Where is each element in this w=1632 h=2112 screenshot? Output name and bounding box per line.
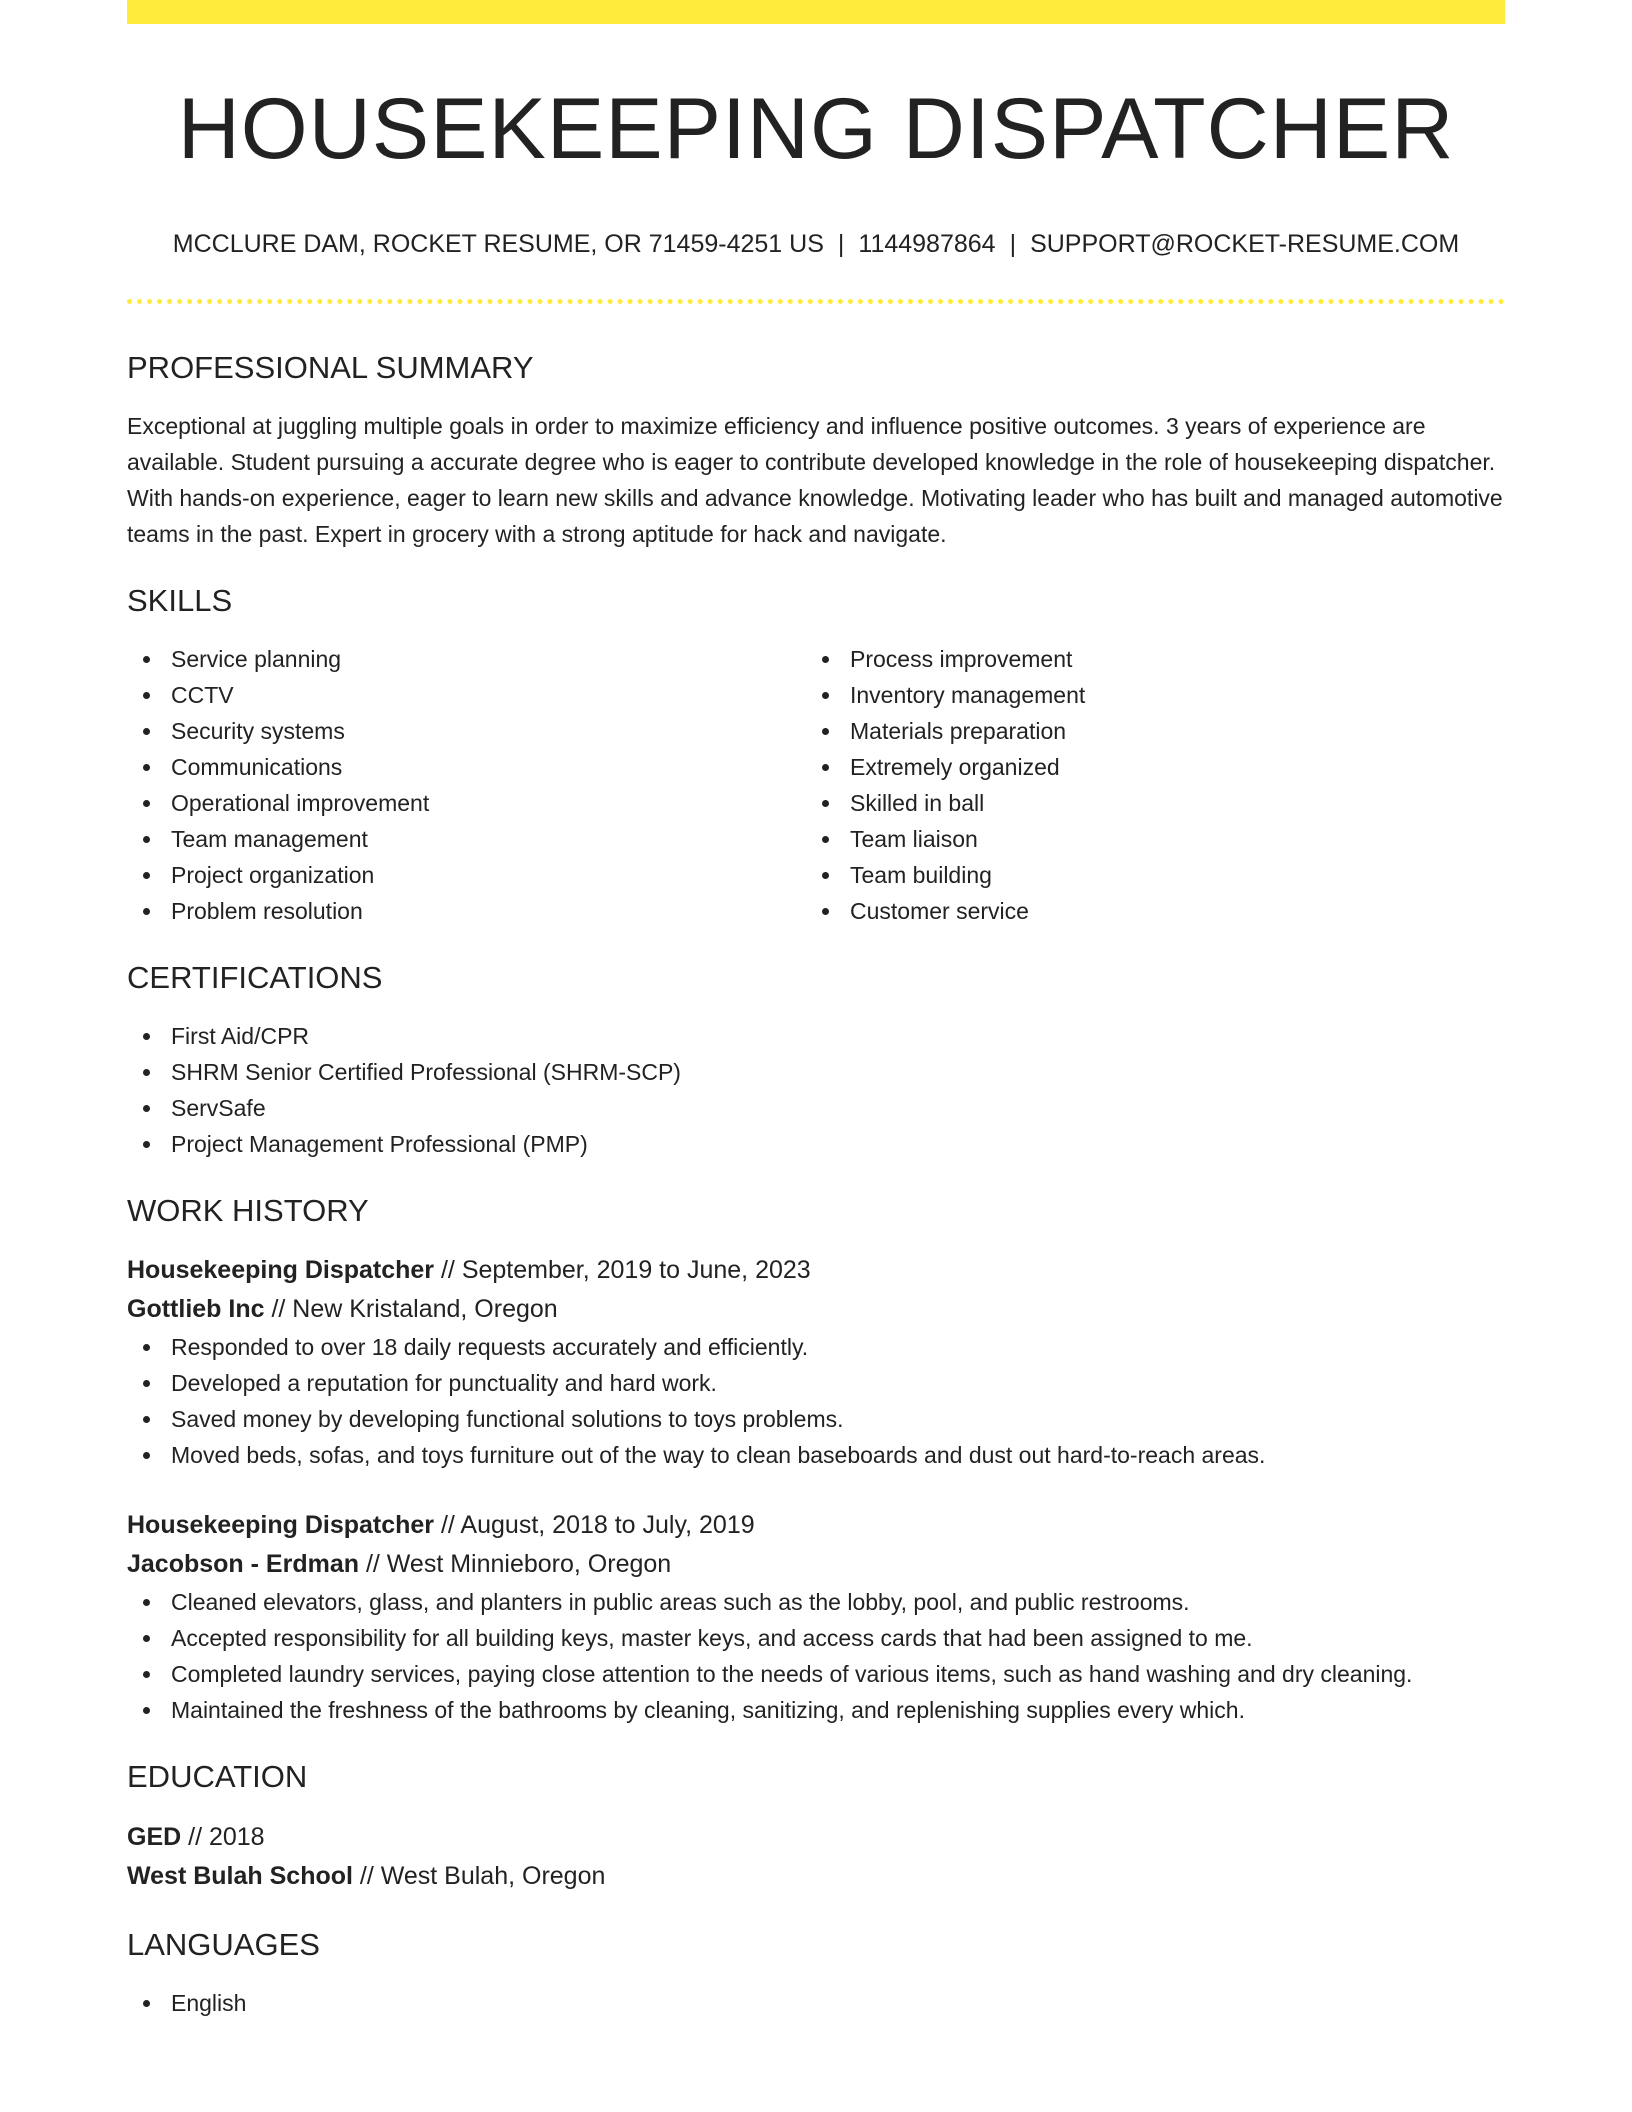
job-company-line [127,1290,1505,1329]
skill-item: Problem resolution [127,893,806,929]
job-duty-item: Accepted responsibility for all building keys, master keys, and access cards that had been assigned to me. [127,1620,1505,1656]
skill-item: Operational improvement [127,785,806,821]
contact-phone: 1144987864 [858,229,996,258]
job-location: // West Minnieboro, Oregon [359,1550,672,1579]
skill-item: Team building [806,857,1485,893]
contact-separator: | [1009,229,1017,258]
certification-item: ServSafe [127,1090,1505,1126]
languages-list [127,1985,1505,2021]
job-duties-list [127,1584,1505,1728]
contact-address: MCCLURE DAM, ROCKET RESUME, OR 71459-4251 US [172,229,824,258]
skill-item: Skilled in ball [806,785,1485,821]
job-role: Housekeeping Dispatcher [127,1256,435,1285]
skill-item: Service planning [127,641,806,677]
certification-item: First Aid/CPR [127,1018,1505,1054]
contact-email: SUPPORT@ROCKET-RESUME.COM [1030,229,1460,258]
certification-item: SHRM Senior Certified Professional (SHRM-SCP) [127,1054,1505,1090]
resume-page [127,0,1505,2021]
languages-section [127,1926,1505,2021]
job-duty-item: Maintained the freshness of the bathrooms by cleaning, sanitizing, and replenishing supplies every which. [127,1692,1505,1728]
skill-item: Project organization [127,857,806,893]
skill-item: Process improvement [806,641,1485,677]
job-title-line [127,1251,1505,1290]
job-company: Gottlieb Inc [127,1295,265,1324]
candidate-name: HOUSEKEEPING DISPATCHER [177,81,1455,177]
summary-heading: PROFESSIONAL SUMMARY [127,349,534,385]
education-degree: GED [127,1822,182,1851]
skill-item: Extremely organized [806,749,1485,785]
job-dates: // September, 2019 to June, 2023 [434,1256,811,1285]
contact-line [127,229,1505,259]
job-role: Housekeeping Dispatcher [127,1511,435,1540]
job-dates: // August, 2018 to July, 2019 [434,1511,755,1540]
education-location: // West Bulah, Oregon [352,1861,606,1890]
summary-text: Exceptional at juggling multiple goals in order to maximize efficiency and influence positive outcomes. 3 years of experience are available. Student pursuing a accurate degree who is eager to contribute developed knowledge in the role of housekeeping dispatcher. With hands-on experience, eager to learn new skills and advance knowledge. Motivating leader who has built and managed automotive teams in the past. Expert in grocery with a strong aptitude for hack and navigate. [127,412,1503,547]
work-history-heading: WORK HISTORY [127,1193,369,1229]
skills-list-right [806,641,1485,929]
education-school: West Bulah School [127,1861,353,1890]
skill-item: Team liaison [806,821,1485,857]
certifications-section [127,959,1505,1162]
education-heading: EDUCATION [127,1759,308,1795]
job-company-line [127,1545,1505,1584]
job-location: // New Kristaland, Oregon [264,1295,558,1324]
contact-separator: | [837,229,845,258]
dotted-divider [127,299,1505,304]
skill-item: Inventory management [806,677,1485,713]
work-history-section [127,1192,1505,1728]
skill-item: Team management [127,821,806,857]
job-duty-item: Saved money by developing functional solutions to toys problems. [127,1401,1505,1437]
skill-item: Security systems [127,713,806,749]
job-duty-item: Responded to over 18 daily requests accurately and efficiently. [127,1329,1505,1365]
skill-item: CCTV [127,677,806,713]
job-entry [127,1506,1505,1728]
education-school-line [127,1857,1505,1896]
certification-item: Project Management Professional (PMP) [127,1126,1505,1162]
education-year: // 2018 [181,1822,265,1851]
job-duty-item: Cleaned elevators, glass, and planters in public areas such as the lobby, pool, and public restrooms. [127,1584,1505,1620]
accent-top-bar [127,0,1505,24]
certifications-heading: CERTIFICATIONS [127,959,383,995]
certifications-list [127,1018,1505,1162]
skills-heading: SKILLS [127,582,233,618]
skill-item: Materials preparation [806,713,1485,749]
skills-section [127,582,1505,929]
skills-list-left [127,641,806,929]
job-duties-list [127,1329,1505,1473]
job-duty-item: Moved beds, sofas, and toys furniture out of the way to clean baseboards and dust out hard-to-reach areas. [127,1437,1505,1473]
job-title-line [127,1506,1505,1545]
job-duty-item: Developed a reputation for punctuality and hard work. [127,1365,1505,1401]
skill-item: Customer service [806,893,1485,929]
education-section [127,1758,1505,1895]
skill-item: Communications [127,749,806,785]
education-degree-line [127,1818,1505,1857]
languages-heading: LANGUAGES [127,1926,320,1962]
language-item: English [127,1985,1505,2021]
job-entry [127,1251,1505,1473]
job-duty-item: Completed laundry services, paying close attention to the needs of various items, such as hand washing and dry cleaning. [127,1656,1505,1692]
skills-columns [127,641,1505,929]
job-company: Jacobson - Erdman [127,1550,359,1579]
